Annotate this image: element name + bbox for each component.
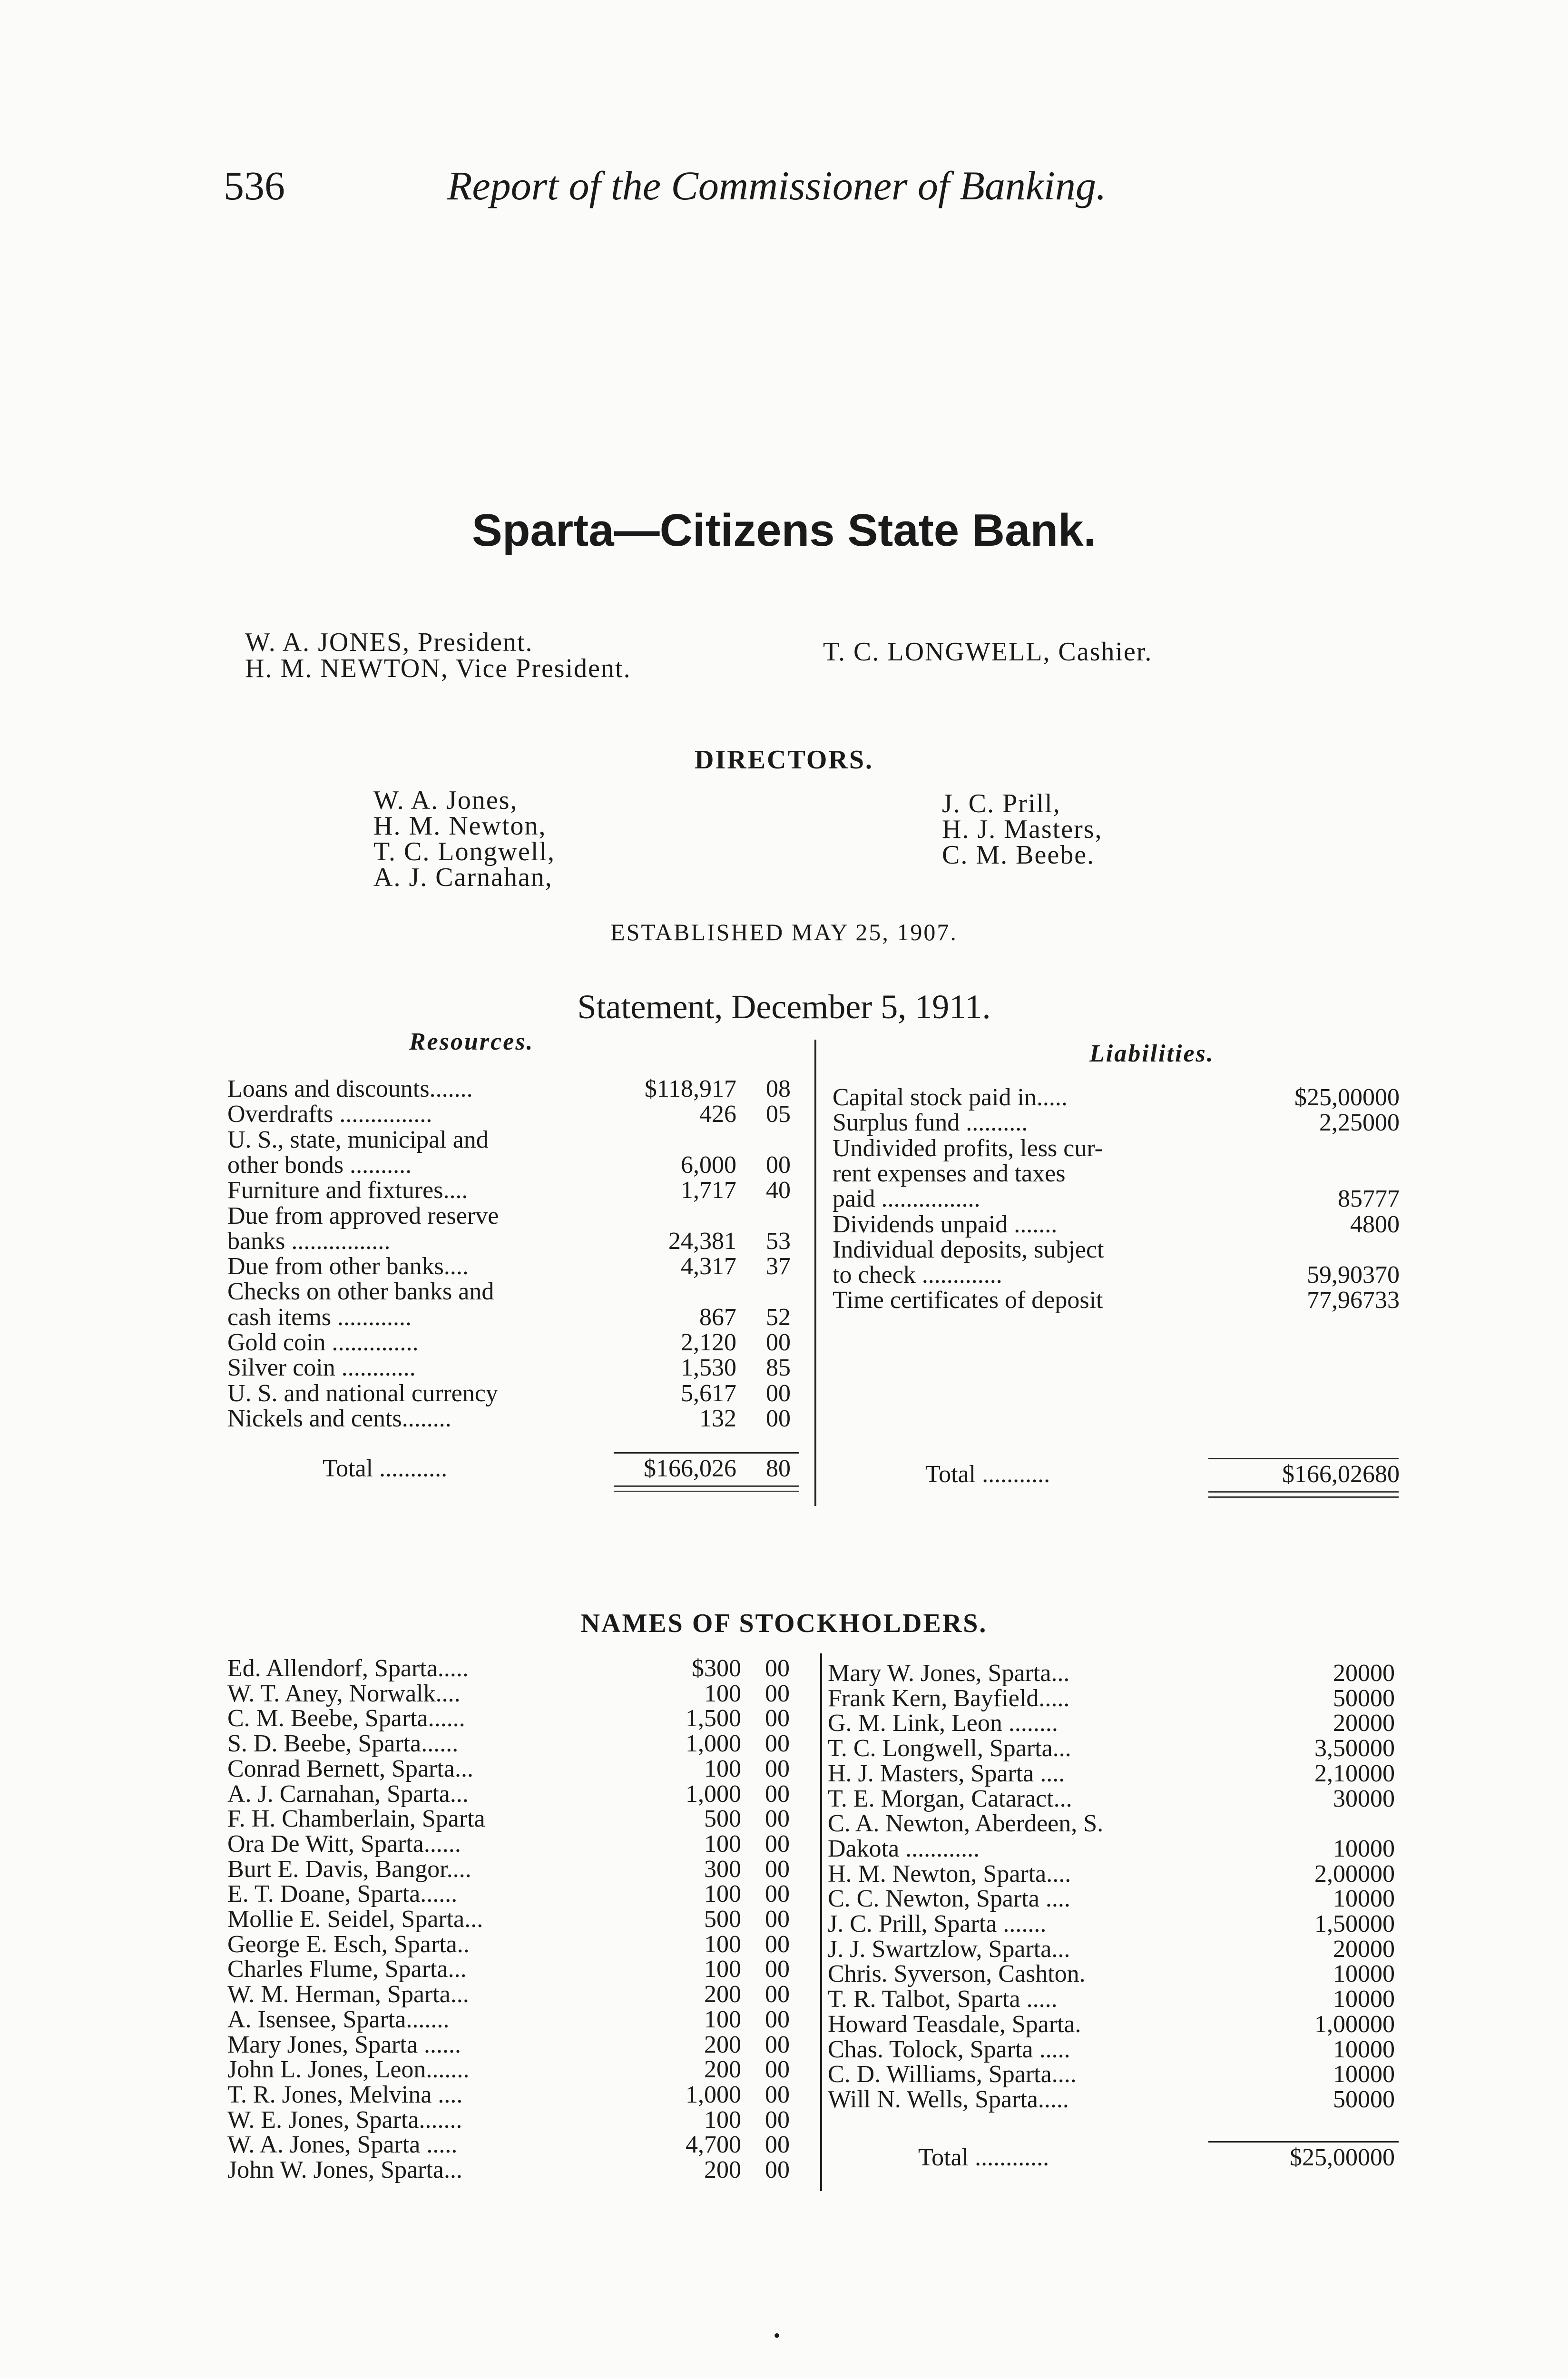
row-cents: 00	[765, 2081, 790, 2108]
liabilities-title: Liabilities.	[1089, 1040, 1215, 1067]
stockholder-row	[227, 2007, 817, 2033]
row-amount: 1,000	[686, 2081, 741, 2108]
row-amount: 77,967	[1307, 1287, 1375, 1314]
row-cents: 00	[765, 1880, 790, 1908]
director: H. J. Masters,	[942, 815, 1103, 844]
row-amount: 59,903	[1307, 1261, 1375, 1289]
row-cents: 00	[765, 2056, 790, 2084]
row-amount: 426	[699, 1101, 736, 1128]
stockholder-row	[828, 1961, 1451, 1987]
stockholder-row	[828, 2037, 1451, 2063]
total-rule	[1208, 1458, 1399, 1459]
resource-row	[227, 1076, 808, 1102]
row-amount: 200	[1333, 1660, 1370, 1687]
row-amount: 100	[704, 1680, 741, 1707]
row-label: Mollie E. Seidel, Sparta...	[227, 1906, 483, 1933]
row-label: U. S. and national currency	[227, 1379, 498, 1407]
row-cents: 00	[765, 1981, 790, 2008]
row-amount: 100	[1333, 1885, 1370, 1913]
row-label: Chris. Syverson, Cashton.	[828, 1960, 1086, 1988]
established-line: ESTABLISHED MAY 25, 1907.	[610, 919, 958, 945]
row-amount: 100	[704, 1956, 741, 1983]
resource-row	[227, 1279, 808, 1305]
row-label: Time certificates of deposit	[833, 1287, 1103, 1314]
row-amount: 200	[704, 1981, 741, 2008]
row-label: A. J. Carnahan, Sparta...	[227, 1780, 469, 1808]
cashier: T. C. LONGWELL, Cashier.	[823, 637, 1153, 667]
stockholder-row	[828, 1711, 1451, 1736]
liability-row	[833, 1110, 1456, 1136]
row-cents: 00	[765, 1930, 790, 1958]
row-label: T. R. Talbot, Sparta .....	[828, 1986, 1058, 2013]
stockholder-row	[828, 1886, 1451, 1912]
stockholder-row	[828, 2012, 1451, 2037]
row-label: T. E. Morgan, Cataract...	[828, 1785, 1072, 1812]
row-label: Gold coin ..............	[227, 1329, 419, 1356]
row-label: paid ................	[833, 1185, 980, 1213]
total-label: Total ...........	[323, 1455, 448, 1482]
row-cents: 33	[1375, 1287, 1400, 1314]
row-label: Howard Teasdale, Sparta.	[828, 2010, 1081, 2038]
row-amount: 100	[704, 2106, 741, 2133]
director: C. M. Beebe.	[942, 840, 1095, 870]
row-cents: 85	[766, 1354, 791, 1382]
row-label: Frank Kern, Bayfield.....	[828, 1684, 1070, 1712]
total-cents: 80	[766, 1455, 791, 1482]
resource-row	[227, 1254, 808, 1279]
stockholder-row	[227, 1806, 817, 1832]
row-cents: 00	[765, 2131, 790, 2159]
liability-row	[833, 1085, 1456, 1111]
row-cents: 00	[1370, 2085, 1395, 2113]
row-amount: 1,717	[681, 1177, 736, 1204]
row-amount: 132	[699, 1405, 736, 1432]
row-amount: $25,000	[1294, 1084, 1375, 1111]
stockholder-row	[227, 2132, 817, 2158]
row-label: C. C. Newton, Sparta ....	[828, 1885, 1070, 1913]
liability-row	[833, 1237, 1456, 1263]
row-amount: 1,000	[686, 1780, 741, 1808]
row-label: U. S., state, municipal and	[227, 1126, 489, 1153]
row-cents: 00	[1375, 1109, 1400, 1137]
resources-total-row	[227, 1456, 808, 1482]
row-cents: 77	[1375, 1185, 1400, 1213]
row-amount: 200	[704, 2056, 741, 2084]
total-cents: 80	[1375, 1461, 1400, 1488]
row-label: George E. Esch, Sparta..	[227, 1930, 470, 1958]
row-amount: 200	[704, 2156, 741, 2183]
stockholder-row	[227, 1681, 817, 1707]
row-cents: 00	[1370, 1860, 1395, 1887]
row-cents: 00	[765, 1730, 790, 1758]
liability-row	[833, 1262, 1456, 1288]
bank-title: Sparta—Citizens State Bank.	[471, 505, 1097, 556]
row-cents: 00	[765, 1680, 790, 1707]
row-amount: 100	[704, 2005, 741, 2033]
resource-row	[227, 1381, 808, 1406]
row-cents: 00	[1370, 2035, 1395, 2063]
stockholder-row	[828, 1911, 1451, 1937]
row-label: Surplus fund ..........	[833, 1109, 1028, 1137]
row-amount: 500	[704, 1805, 741, 1833]
row-cents: 00	[1370, 1710, 1395, 1737]
row-amount: 300	[704, 1855, 741, 1883]
director: W. A. Jones,	[373, 786, 518, 815]
row-cents: 40	[766, 1177, 791, 1204]
stockholder-row	[828, 2062, 1451, 2087]
total-double-rule	[1208, 1491, 1399, 1498]
stockholder-row	[227, 1781, 817, 1807]
row-label: Ed. Allendorf, Sparta.....	[227, 1655, 469, 1682]
row-label: C. M. Beebe, Sparta......	[227, 1705, 465, 1732]
row-label: Silver coin ............	[227, 1354, 416, 1382]
row-cents: 00	[766, 1329, 791, 1356]
stockholder-row	[227, 2082, 817, 2108]
stockholder-row	[227, 1731, 817, 1757]
row-label: Individual deposits, subject	[833, 1236, 1104, 1263]
row-label: banks ................	[227, 1227, 391, 1255]
row-amount: $118,917	[644, 1075, 736, 1102]
row-cents: 00	[1375, 1210, 1400, 1238]
row-label: John W. Jones, Sparta...	[227, 2156, 462, 2183]
row-cents: 00	[765, 1906, 790, 1933]
stockholder-row	[227, 2157, 817, 2183]
stockholder-row	[828, 1761, 1451, 1787]
row-cents: 00	[1370, 1986, 1395, 2013]
stockholder-row	[227, 1881, 817, 1907]
row-amount: 5,617	[681, 1379, 736, 1407]
row-cents: 00	[765, 1755, 790, 1782]
row-label: Undivided profits, less cur-	[833, 1134, 1103, 1162]
row-label: Will N. Wells, Sparta.....	[828, 2085, 1069, 2113]
row-amount: 100	[704, 1930, 741, 1958]
row-amount: 2,120	[681, 1329, 736, 1356]
row-label: Loans and discounts.......	[227, 1075, 473, 1102]
footer-mark: •	[774, 2325, 781, 2346]
row-cents: 00	[1370, 1960, 1395, 1988]
row-cents: 00	[1370, 1785, 1395, 1812]
stockholders-total-row	[828, 2145, 1451, 2171]
row-label: to check .............	[833, 1261, 1002, 1289]
row-label: F. H. Chamberlain, Sparta	[227, 1805, 485, 1833]
statement-title: Statement, December 5, 1911.	[577, 988, 991, 1026]
row-label: W. M. Herman, Sparta...	[227, 1981, 469, 2008]
stockholder-row	[227, 1831, 817, 1857]
row-amount: 3,500	[1314, 1735, 1370, 1762]
row-amount: 100	[704, 1880, 741, 1908]
director: J. C. Prill,	[942, 789, 1061, 818]
stockholder-row	[227, 1706, 817, 1731]
resource-row	[227, 1101, 808, 1127]
row-cents: 00	[1370, 1684, 1395, 1712]
total-label: Total ...........	[925, 1461, 1050, 1488]
total-double-rule	[614, 1485, 799, 1492]
director: T. C. Longwell,	[373, 837, 556, 866]
row-cents: 53	[766, 1227, 791, 1255]
stockholder-row	[828, 1686, 1451, 1711]
president: W. A. JONES, President.	[245, 628, 533, 657]
liability-row	[833, 1136, 1456, 1161]
row-label: T. C. Longwell, Sparta...	[828, 1735, 1071, 1762]
row-cents: 00	[765, 1855, 790, 1883]
row-cents: 00	[766, 1151, 791, 1179]
directors-left	[373, 787, 555, 890]
row-amount: 1,500	[1314, 1910, 1370, 1937]
row-amount: 300	[1333, 1785, 1370, 1812]
row-label: C. A. Newton, Aberdeen, S.	[828, 1810, 1104, 1838]
row-amount: 2,250	[1319, 1109, 1375, 1137]
total-amount: $25,000	[1290, 2144, 1370, 2171]
row-label: Overdrafts ...............	[227, 1101, 432, 1128]
row-amount: 2,000	[1314, 1860, 1370, 1887]
row-amount: 2,100	[1314, 1760, 1370, 1787]
row-amount: 200	[1333, 1935, 1370, 1963]
stockholder-row	[227, 1907, 817, 1932]
resource-row	[227, 1127, 808, 1153]
row-cents: 00	[766, 1379, 791, 1407]
row-label: other bonds ..........	[227, 1151, 412, 1179]
row-amount: 200	[1333, 1710, 1370, 1737]
stockholder-row	[227, 1857, 817, 1882]
page-number: 536	[224, 163, 285, 208]
row-amount: 1,530	[681, 1354, 736, 1382]
row-cents: 00	[1370, 1835, 1395, 1862]
row-amount: 500	[704, 1906, 741, 1933]
resources-title: Resources.	[409, 1028, 534, 1055]
row-label: A. Isensee, Sparta.......	[227, 2005, 450, 2033]
row-label: Furniture and fixtures....	[227, 1177, 468, 1204]
resource-row	[227, 1355, 808, 1381]
row-cents: 00	[765, 2106, 790, 2133]
row-label: W. A. Jones, Sparta .....	[227, 2131, 458, 2159]
row-label: Charles Flume, Sparta...	[227, 1956, 467, 1983]
row-label: H. M. Newton, Sparta....	[828, 1860, 1071, 1887]
row-cents: 37	[766, 1253, 791, 1280]
row-cents: 00	[1370, 1935, 1395, 1963]
row-cents: 05	[766, 1101, 791, 1128]
vice-president: H. M. NEWTON, Vice President.	[245, 654, 631, 683]
row-amount: 200	[704, 2031, 741, 2058]
row-label: Dividends unpaid .......	[833, 1210, 1058, 1238]
row-amount: 100	[704, 1755, 741, 1782]
stockholder-row	[227, 2107, 817, 2133]
column-divider	[814, 1040, 816, 1506]
row-label: Checks on other banks and	[227, 1278, 494, 1306]
resource-row	[227, 1305, 808, 1330]
row-label: E. T. Doane, Sparta......	[227, 1880, 458, 1908]
stockholder-row	[227, 1932, 817, 1957]
row-label: W. E. Jones, Sparta.......	[227, 2106, 462, 2133]
stockholder-row	[828, 1836, 1451, 1862]
liabilities-total-row	[833, 1462, 1456, 1487]
total-cents: 00	[1370, 2144, 1395, 2171]
liability-row	[833, 1161, 1456, 1187]
row-label: Capital stock paid in.....	[833, 1084, 1068, 1111]
row-amount: 1,500	[686, 1705, 741, 1732]
liability-row	[833, 1212, 1456, 1238]
row-cents: 00	[1370, 1760, 1395, 1787]
row-label: Burt E. Davis, Bangor....	[227, 1855, 471, 1883]
total-rule	[614, 1452, 799, 1454]
stockholder-row	[227, 1656, 817, 1681]
liability-row	[833, 1186, 1456, 1212]
row-amount: 500	[1333, 2085, 1370, 2113]
director: A. J. Carnahan,	[373, 863, 553, 892]
row-cents: 00	[765, 2005, 790, 2033]
row-amount: $300	[692, 1655, 741, 1682]
directors-title: DIRECTORS.	[695, 745, 873, 775]
liability-row	[833, 1288, 1456, 1313]
resource-row	[227, 1152, 808, 1178]
row-label: S. D. Beebe, Sparta......	[227, 1730, 459, 1758]
row-cents: 00	[765, 1705, 790, 1732]
row-amount: 867	[699, 1303, 736, 1331]
row-label: T. R. Jones, Melvina ....	[227, 2081, 463, 2108]
row-amount: 100	[1333, 1960, 1370, 1988]
row-label: Mary Jones, Sparta ......	[227, 2031, 461, 2058]
row-label: Dakota ............	[828, 1835, 980, 1862]
row-label: Due from approved reserve	[227, 1202, 499, 1229]
row-label: Due from other banks....	[227, 1253, 469, 1280]
total-label: Total ............	[918, 2144, 1049, 2171]
stockholder-row	[227, 1982, 817, 2007]
row-label: Conrad Bernett, Sparta...	[227, 1755, 473, 1782]
row-amount: 4,317	[681, 1253, 736, 1280]
row-label: Ora De Witt, Sparta......	[227, 1830, 461, 1858]
row-label: John L. Jones, Leon.......	[227, 2056, 470, 2084]
stockholder-row	[227, 2057, 817, 2083]
stockholder-row	[828, 1736, 1451, 1761]
row-cents: 00	[765, 1780, 790, 1808]
row-label: W. T. Aney, Norwalk....	[227, 1680, 461, 1707]
row-cents: 00	[765, 1830, 790, 1858]
row-cents: 08	[766, 1075, 791, 1102]
row-label: J. J. Swartzlow, Sparta...	[828, 1935, 1070, 1963]
row-amount: 24,381	[668, 1227, 736, 1255]
row-label: Nickels and cents........	[227, 1405, 451, 1432]
stockholder-row	[227, 1956, 817, 1982]
row-label: cash items ............	[227, 1303, 412, 1331]
row-cents: 70	[1375, 1261, 1400, 1289]
resource-row	[227, 1203, 808, 1229]
row-label: Chas. Tolock, Sparta .....	[828, 2035, 1070, 2063]
row-cents: 00	[765, 1805, 790, 1833]
resource-row	[227, 1406, 808, 1432]
row-label: J. C. Prill, Sparta .......	[828, 1910, 1047, 1937]
running-title: Report of the Commissioner of Banking.	[447, 163, 1107, 208]
row-amount: 1,000	[686, 1730, 741, 1758]
row-amount: 100	[1333, 1986, 1370, 2013]
row-amount: 4,700	[686, 2131, 741, 2159]
row-cents: 52	[766, 1303, 791, 1331]
row-cents: 00	[1370, 1885, 1395, 1913]
row-amount: 1,000	[1314, 2010, 1370, 2038]
row-label: H. J. Masters, Sparta ....	[828, 1760, 1065, 1787]
row-cents: 00	[765, 2031, 790, 2058]
row-amount: 100	[1333, 1835, 1370, 1862]
stockholder-row	[828, 1861, 1451, 1887]
row-cents: 00	[1370, 2061, 1395, 2088]
stockholder-row	[828, 1937, 1451, 1962]
resource-row	[227, 1229, 808, 1254]
row-amount: 500	[1333, 1684, 1370, 1712]
row-cents: 00	[1375, 1084, 1400, 1111]
total-amount: $166,026	[1282, 1461, 1375, 1488]
row-label: Mary W. Jones, Sparta...	[828, 1660, 1070, 1687]
stockholder-row	[227, 1756, 817, 1782]
row-cents: 00	[1370, 1735, 1395, 1762]
row-amount: 100	[1333, 2061, 1370, 2088]
stockholder-row	[828, 2087, 1451, 2113]
row-cents: 00	[766, 1405, 791, 1432]
stockholders-divider	[820, 1653, 822, 2191]
stockholder-row	[828, 1661, 1451, 1686]
director: H. M. Newton,	[373, 811, 547, 841]
row-label: rent expenses and taxes	[833, 1160, 1066, 1187]
resource-row	[227, 1178, 808, 1203]
stockholders-title: NAMES OF STOCKHOLDERS.	[580, 1609, 988, 1638]
row-cents: 00	[1370, 1660, 1395, 1687]
stockholder-row	[227, 2032, 817, 2058]
row-label: G. M. Link, Leon ........	[828, 1710, 1058, 1737]
row-cents: 00	[765, 1956, 790, 1983]
total-amount: $166,026	[644, 1455, 736, 1482]
row-cents: 00	[765, 2156, 790, 2183]
row-cents: 00	[1370, 1910, 1395, 1937]
directors-right	[942, 791, 1103, 868]
stockholder-row	[828, 1986, 1451, 2012]
row-amount: 6,000	[681, 1151, 736, 1179]
stockholder-row	[828, 1811, 1451, 1837]
total-rule	[1208, 2141, 1399, 2143]
resource-row	[227, 1330, 808, 1356]
row-amount: 100	[1333, 2035, 1370, 2063]
row-label: C. D. Williams, Sparta....	[828, 2061, 1077, 2088]
row-cents: 00	[1370, 2010, 1395, 2038]
row-amount: 857	[1338, 1185, 1375, 1213]
stockholder-row	[828, 1786, 1451, 1812]
row-cents: 00	[765, 1655, 790, 1682]
row-amount: 48	[1350, 1210, 1375, 1238]
row-amount: 100	[704, 1830, 741, 1858]
